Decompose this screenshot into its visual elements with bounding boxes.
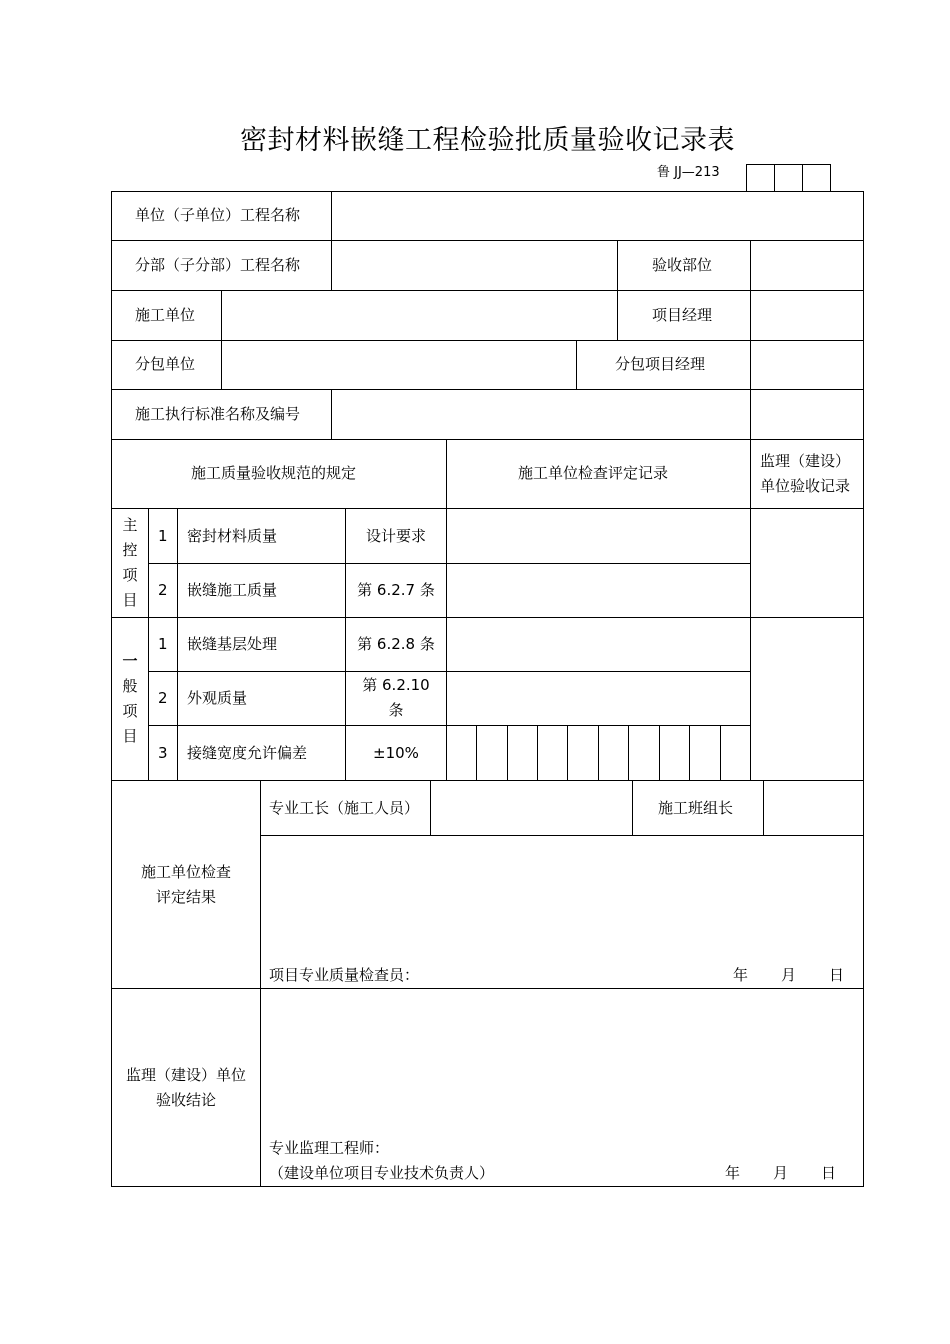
general-item-2-requirement: 第 6.2.10 条 xyxy=(362,676,430,719)
technical-lead-label: （建设单位项目专业技术负责人） xyxy=(269,1164,495,1182)
supervision-header-line2: 单位验收记录 xyxy=(760,477,851,495)
supervision-header-line1: 监理（建设） xyxy=(760,452,851,470)
foreman-label: 专业工长（施工人员） xyxy=(269,799,420,817)
check-record-column-header: 施工单位检查评定记录 xyxy=(518,464,669,482)
check-year-label: 年 xyxy=(733,966,749,984)
general-item-3-name: 接缝宽度允许偏差 xyxy=(187,744,308,762)
supervision-day-label: 日 xyxy=(821,1164,837,1182)
general-item-1-no: 1 xyxy=(158,635,168,653)
general-items-group-label: 一 般 项 目 xyxy=(122,652,138,745)
check-month-label: 月 xyxy=(781,966,797,984)
general-item-2-name: 外观质量 xyxy=(187,689,248,707)
main-item-2-no: 2 xyxy=(158,581,168,599)
supervision-engineer-label: 专业监理工程师： xyxy=(269,1139,390,1157)
general-item-2-no: 2 xyxy=(158,689,168,707)
general-item-1-requirement: 第 6.2.8 条 xyxy=(357,635,435,653)
construction-unit-label: 施工单位 xyxy=(135,306,196,324)
standard-label: 施工执行标准名称及编号 xyxy=(135,405,301,423)
main-item-2-name: 嵌缝施工质量 xyxy=(187,581,278,599)
form-title: 密封材料嵌缝工程检验批质量验收记录表 xyxy=(240,125,735,156)
team-leader-label: 施工班组长 xyxy=(658,799,734,817)
check-day-label: 日 xyxy=(829,966,845,984)
main-item-1-requirement: 设计要求 xyxy=(365,527,426,545)
quality-inspector-label: 项目专业质量检查员： xyxy=(269,966,420,984)
general-item-3-no: 3 xyxy=(158,744,168,762)
form-code: 鲁 JJ—213 xyxy=(657,165,720,180)
subcontract-pm-label: 分包项目经理 xyxy=(615,355,706,373)
general-item-3-requirement: ±10% xyxy=(373,744,419,762)
main-item-1-name: 密封材料质量 xyxy=(187,527,278,545)
acceptance-part-label: 验收部位 xyxy=(652,256,713,274)
supervision-year-label: 年 xyxy=(725,1164,741,1182)
general-item-1-name: 嵌缝基层处理 xyxy=(187,635,278,653)
supervision-month-label: 月 xyxy=(773,1164,789,1182)
main-items-group-label: 主 控 项 目 xyxy=(122,516,138,609)
sub-project-name-label: 分部（子分部）工程名称 xyxy=(135,256,301,274)
main-item-2-requirement: 第 6.2.7 条 xyxy=(357,581,435,599)
main-item-1-no: 1 xyxy=(158,527,168,545)
spec-column-header: 施工质量验收规范的规定 xyxy=(191,464,357,482)
project-manager-label: 项目经理 xyxy=(652,306,713,324)
unit-project-name-label: 单位（子单位）工程名称 xyxy=(135,206,301,224)
supervision-conclusion-label: 监理（建设）单位 验收结论 xyxy=(125,1066,246,1109)
construction-check-label: 施工单位检查 评定结果 xyxy=(140,863,231,906)
form-number-boxes xyxy=(746,164,831,191)
subcontract-unit-label: 分包单位 xyxy=(135,355,196,373)
